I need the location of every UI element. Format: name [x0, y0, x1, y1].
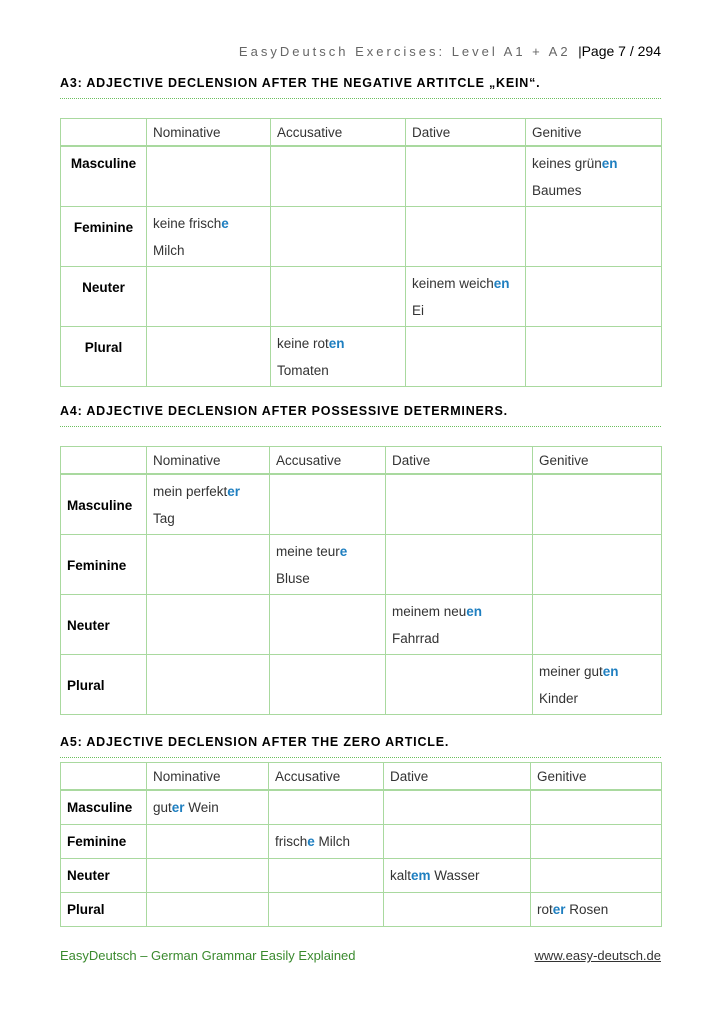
cell	[531, 859, 662, 893]
col-header-dative: Dative	[384, 763, 531, 791]
cell	[147, 146, 271, 206]
cell	[271, 206, 406, 266]
cell-neut-dative: keinem weichen Ei	[406, 266, 526, 326]
cell	[406, 326, 526, 386]
col-header-accusative: Accusative	[271, 119, 406, 147]
table-row	[61, 146, 662, 206]
ending: e	[221, 215, 229, 231]
row-header-feminine: Feminine	[61, 825, 147, 859]
cell-neut-dative: meinem neuen Fahrrad	[386, 594, 533, 654]
col-header-genitive: Genitive	[533, 447, 662, 475]
cell-pl-genitive: roter Rosen	[531, 893, 662, 927]
cell	[386, 654, 533, 714]
col-header-dative: Dative	[386, 447, 533, 475]
cell-pl-genitive: meiner guten Kinder	[533, 654, 662, 714]
page-number: Page 7 / 294	[581, 43, 661, 59]
cell-fem-accusative: meine teure Bluse	[270, 534, 386, 594]
ending: en	[601, 156, 618, 171]
cell	[526, 326, 662, 386]
cell	[270, 474, 386, 534]
corner-cell	[61, 447, 147, 475]
col-header-nominative: Nominative	[147, 447, 270, 475]
cell	[526, 206, 662, 266]
cell	[147, 266, 271, 326]
table-header-row	[61, 447, 662, 475]
table-row	[61, 534, 662, 594]
cell	[406, 206, 526, 266]
cell	[406, 146, 526, 206]
col-header-genitive: Genitive	[526, 119, 662, 147]
ending: en	[328, 335, 345, 351]
ending: en	[493, 275, 510, 291]
cell	[147, 859, 269, 893]
col-header-accusative: Accusative	[270, 447, 386, 475]
cell-masc-nominative: guter Wein	[147, 790, 269, 825]
cell	[269, 893, 384, 927]
cell-pl-accusative: keine roten Tomaten	[271, 326, 406, 386]
cell	[270, 594, 386, 654]
header-separator: |	[578, 44, 582, 59]
header-series: EasyDeutsch Exercises: Level A1 + A2	[238, 44, 571, 59]
ending: en	[602, 663, 619, 679]
row-header-plural: Plural	[61, 893, 147, 927]
cell-fem-nominative: keine frische Milch	[147, 206, 271, 266]
col-header-dative: Dative	[406, 119, 526, 147]
table-a5	[60, 762, 662, 927]
ending: e	[339, 543, 348, 559]
ending: e	[307, 834, 315, 849]
table-header-row	[61, 763, 662, 791]
cell	[384, 893, 531, 927]
cell-fem-accusative: frische Milch	[269, 825, 384, 859]
table-row	[61, 474, 662, 534]
cell	[531, 825, 662, 859]
ending: er	[227, 484, 241, 499]
table-a3	[60, 118, 662, 387]
row-header-masculine: Masculine	[61, 474, 147, 534]
row-header-neuter: Neuter	[61, 594, 147, 654]
cell-masc-genitive: keines grünen Baumes	[526, 146, 662, 206]
table-row	[61, 654, 662, 714]
cell	[386, 474, 533, 534]
ending: er	[171, 800, 185, 815]
table-row	[61, 893, 662, 927]
ending: en	[466, 603, 483, 619]
table-row	[61, 825, 662, 859]
cell	[531, 790, 662, 825]
cell-masc-nominative: mein perfekter Tag	[147, 474, 270, 534]
row-header-plural: Plural	[61, 654, 147, 714]
table-row	[61, 594, 662, 654]
cell	[386, 534, 533, 594]
col-header-nominative: Nominative	[147, 763, 269, 791]
row-header-plural: Plural	[61, 326, 147, 386]
section-title-a3: A3: ADJECTIVE DECLENSION AFTER THE NEGATIVE ARTITCLE „KEIN“.	[60, 76, 661, 99]
cell	[147, 326, 271, 386]
cell	[271, 266, 406, 326]
table-a4	[60, 446, 662, 715]
cell	[147, 825, 269, 859]
footer-tagline: EasyDeutsch – German Grammar Easily Explained	[60, 948, 356, 963]
cell-neut-dative: kaltem Wasser	[384, 859, 531, 893]
table-row	[61, 790, 662, 825]
col-header-accusative: Accusative	[269, 763, 384, 791]
cell	[147, 654, 270, 714]
corner-cell	[61, 119, 147, 147]
row-header-neuter: Neuter	[61, 266, 147, 326]
table-row	[61, 206, 662, 266]
cell	[526, 266, 662, 326]
cell	[147, 594, 270, 654]
cell	[384, 825, 531, 859]
page-header	[60, 43, 661, 63]
row-header-neuter: Neuter	[61, 859, 147, 893]
col-header-nominative: Nominative	[147, 119, 271, 147]
row-header-feminine: Feminine	[61, 534, 147, 594]
cell	[271, 146, 406, 206]
cell	[533, 534, 662, 594]
cell	[269, 859, 384, 893]
footer-website-link[interactable]: www.easy-deutsch.de	[534, 948, 661, 963]
ending: em	[411, 868, 431, 883]
table-row	[61, 859, 662, 893]
row-header-masculine: Masculine	[61, 146, 147, 206]
table-row	[61, 266, 662, 326]
cell	[533, 594, 662, 654]
corner-cell	[61, 763, 147, 791]
ending: er	[552, 902, 566, 917]
row-header-feminine: Feminine	[61, 206, 147, 266]
cell	[269, 790, 384, 825]
cell	[270, 654, 386, 714]
cell	[147, 893, 269, 927]
table-row	[61, 326, 662, 386]
row-header-masculine: Masculine	[61, 790, 147, 825]
cell	[533, 474, 662, 534]
cell	[384, 790, 531, 825]
col-header-genitive: Genitive	[531, 763, 662, 791]
section-title-a4: A4: ADJECTIVE DECLENSION AFTER POSSESSIVE DETERMINERS.	[60, 404, 661, 427]
section-title-a5: A5: ADJECTIVE DECLENSION AFTER THE ZERO ARTICLE.	[60, 735, 661, 758]
table-header-row	[61, 119, 662, 147]
cell	[147, 534, 270, 594]
